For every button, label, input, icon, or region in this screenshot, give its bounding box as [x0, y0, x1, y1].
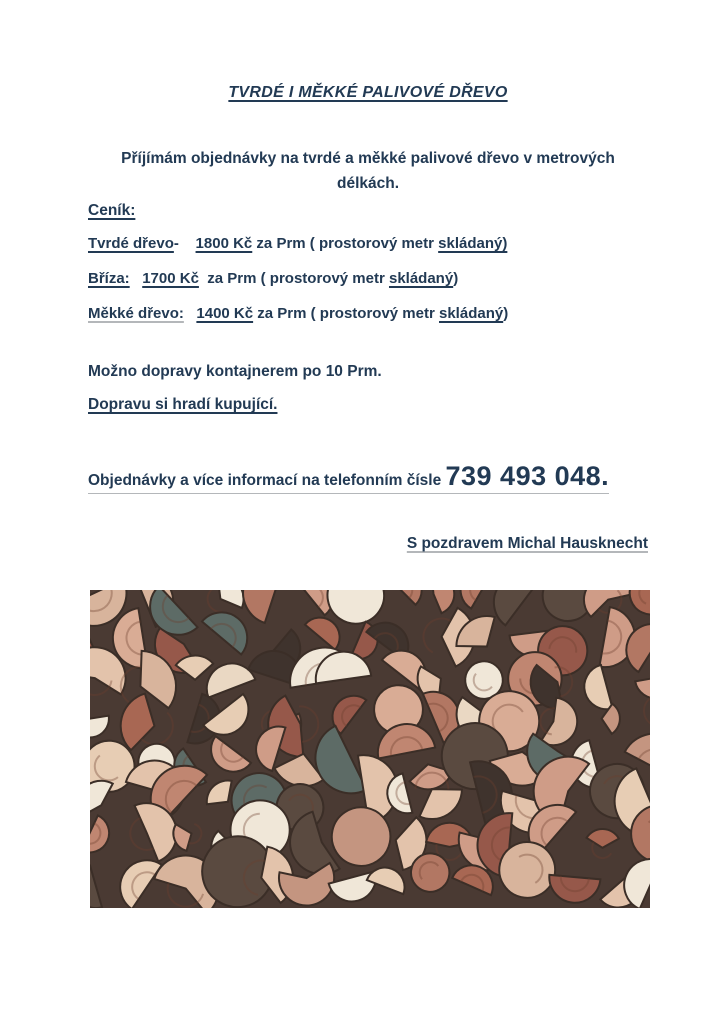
- price-row-price: 1800 Kč: [195, 235, 253, 252]
- price-row-stacked-word: skládaný: [439, 305, 504, 322]
- intro-line-2: délkách.: [336, 175, 400, 192]
- intro-paragraph: [88, 146, 648, 196]
- price-row-stacked-word: skládaný): [438, 235, 508, 252]
- price-row-unit-text: za Prm ( prostorový metr: [253, 305, 439, 322]
- firewood-photo: [90, 590, 650, 908]
- contact-underline: [88, 461, 609, 494]
- price-row-stacked-word: skládaný: [388, 270, 454, 287]
- price-row-unit-text: za Prm ( prostorový metr: [198, 270, 389, 287]
- intro-line-1: Příjímám objednávky na tvrdé a měkké palivové dřevo v metrových: [121, 150, 615, 167]
- price-row-unit-text: za Prm ( prostorový metr: [252, 235, 439, 252]
- price-row-label: Tvrdé dřevo: [88, 235, 174, 252]
- contact-prefix: Objednávky a více informací na telefonním čísle: [88, 472, 446, 489]
- price-row-label-suffix: -: [173, 235, 179, 252]
- price-row-label: Měkké dřevo:: [88, 305, 184, 322]
- price-row-gap: [184, 305, 197, 322]
- phone-number: 739 493 048.: [445, 461, 610, 491]
- price-row-price: 1700 Kč: [142, 270, 199, 287]
- price-row-gap: [179, 235, 196, 252]
- page-title: TVRDÉ I MĚKKÉ PALIVOVÉ DŘEVO: [228, 84, 508, 101]
- price-row-close-paren: ): [503, 305, 509, 322]
- price-row-price: 1400 Kč: [196, 305, 254, 322]
- price-row-hardwood: [88, 234, 507, 254]
- signature: S pozdravem Michal Hausknecht: [406, 535, 648, 552]
- delivery-payment-note: Dopravu si hradí kupující.: [88, 396, 278, 413]
- price-row-label: Bříza:: [88, 270, 130, 287]
- price-list-heading: Ceník:: [88, 202, 136, 219]
- price-row-softwood: [88, 304, 508, 324]
- price-row-birch: [88, 269, 458, 289]
- price-row-gap: [130, 270, 143, 287]
- contact-line: [88, 461, 609, 494]
- delivery-note: Možno dopravy kontajnerem po 10 Prm.: [88, 363, 382, 380]
- price-row-close-paren: ): [453, 270, 459, 287]
